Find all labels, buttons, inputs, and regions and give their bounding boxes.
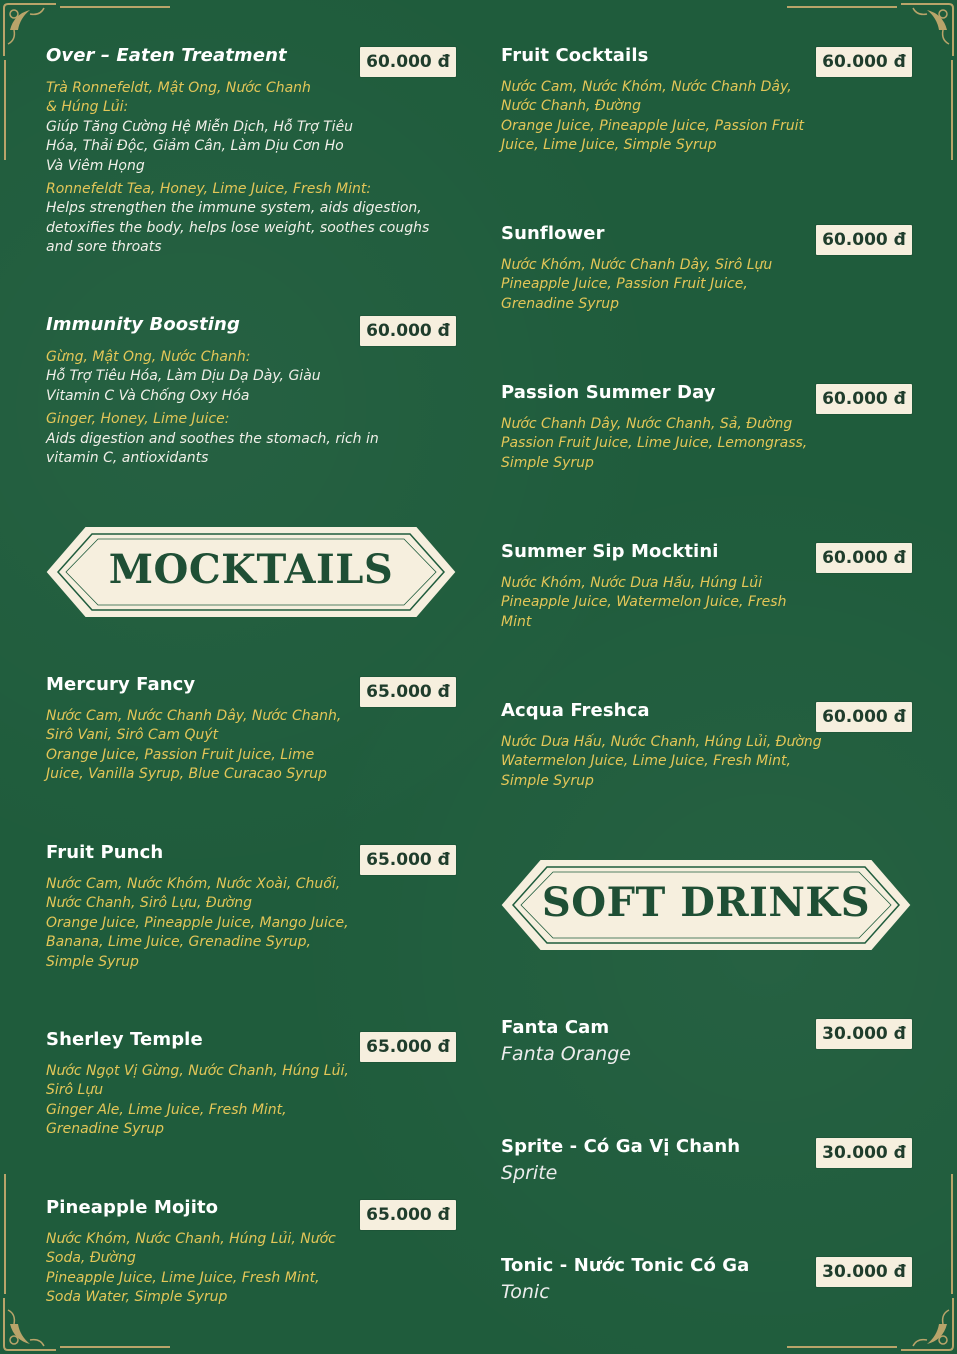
price-tag: 65.000 đ [360,845,456,875]
item-english-name: Sprite [501,1162,558,1184]
desc-line: Vitamin C Và Chống Oxy Hóa [46,387,250,404]
desc-line: Sirô Lựu [46,1082,104,1099]
border-line [4,1174,6,1294]
border-line [60,1346,170,1348]
desc-line: Passion Fruit Juice, Lime Juice, Lemongrass, [501,435,808,452]
desc-line: Orange Juice, Passion Fruit Juice, Lime [46,746,315,763]
desc-line: Juice, Lime Juice, Simple Syrup [501,137,717,154]
desc-line: Nước Cam, Nước Khóm, Nước Chanh Dây, [501,79,792,95]
item-description [501,574,786,632]
price-tag: 60.000 đ [816,225,912,255]
item-name: Sunflower [501,223,605,244]
menu-item-fruit-punch [46,842,458,982]
desc-line: and sore throats [46,239,162,256]
item-description [46,79,429,258]
desc-line: Nước Chanh, Đường [501,98,641,115]
item-description [501,415,807,473]
item-description [46,1062,349,1140]
price-tag: 65.000 đ [360,1200,456,1230]
desc-line: Soda, Đường [46,1250,136,1267]
desc-line: Simple Syrup [501,454,594,471]
desc-line: Nước Khóm, Nước Dưa Hấu, Húng Lủi [501,575,763,591]
item-description [46,875,349,972]
desc-line: Watermelon Juice, Lime Juice, Fresh Mint, [501,753,791,770]
price-tag: 60.000 đ [360,47,456,77]
menu-item-passion-summer-day [501,382,913,482]
price-tag: 60.000 đ [816,702,912,732]
desc-line: Helps strengthen the immune system, aids digestion, [46,200,422,217]
border-line [4,60,6,160]
desc-line: Gừng, Mật Ong, Nước Chanh: [46,349,251,365]
item-description [501,78,804,156]
desc-line: Juice, Vanilla Syrup, Blue Curacao Syrup [46,766,327,783]
price-tag: 65.000 đ [360,1032,456,1062]
price-tag: 60.000 đ [816,47,912,77]
price-tag: 65.000 đ [360,677,456,707]
desc-line: Trà Ronnefeldt, Mật Ong, Nước Chanh [46,80,311,96]
desc-line: Nước Chanh Dây, Nước Chanh, Sả, Đường [501,416,793,432]
item-name: Fanta Cam [501,1017,610,1038]
item-name: Mercury Fancy [46,674,196,695]
item-name: Fruit Punch [46,842,164,863]
section-banner-soft-drinks [501,859,911,951]
item-name: Tonic - Nước Tonic Có Ga [501,1255,750,1276]
desc-line: Nước Cam, Nước Khóm, Nước Xoài, Chuối, [46,876,341,892]
section-title: MOCKTAILS [108,546,394,593]
menu-item-pineapple-mojito [46,1197,458,1317]
desc-line: Grenadine Syrup [46,1121,165,1138]
item-name: Summer Sip Mocktini [501,541,719,562]
item-description [46,707,341,785]
section-title: SOFT DRINKS [541,879,871,926]
border-line [60,6,170,8]
menu-item-tonic [501,1255,913,1315]
menu-item-fanta [501,1017,913,1077]
desc-line: & Húng Lủi: [46,99,129,116]
menu-item-mercury-fancy [46,674,458,794]
item-description [46,1230,336,1308]
item-name: Pineapple Mojito [46,1197,219,1218]
desc-line: Pineapple Juice, Passion Fruit Juice, [501,276,748,293]
desc-line: vitamin C, antioxidants [46,450,209,467]
item-english-name: Tonic [501,1281,550,1303]
section-banner-mocktails [46,526,456,618]
item-description [46,348,379,468]
menu-item-sprite [501,1136,913,1196]
desc-line: Grenadine Syrup [501,295,620,312]
desc-line: Sirô Vani, Sirô Cam Quýt [46,727,219,744]
item-description [501,733,822,791]
item-english-name: Fanta Orange [501,1043,631,1065]
desc-line: Mint [501,613,532,630]
desc-line: Soda Water, Simple Syrup [46,1289,228,1306]
desc-line: Nước Cam, Nước Chanh Dây, Nước Chanh, [46,708,342,724]
menu-item-summer-sip-mocktini [501,541,913,641]
border-line [787,6,897,8]
price-tag: 30.000 đ [816,1019,912,1049]
desc-line: Orange Juice, Pineapple Juice, Passion Fruit [501,117,804,134]
border-line [951,1174,953,1294]
menu-item-immunity-boosting [46,314,458,474]
price-tag: 30.000 đ [816,1257,912,1287]
desc-line: Simple Syrup [501,772,594,789]
price-tag: 60.000 đ [816,543,912,573]
menu-item-over-eaten [46,45,458,265]
desc-line: Ronnefeldt Tea, Honey, Lime Juice, Fresh Mint: [46,181,372,198]
item-name: Immunity Boosting [46,314,240,335]
item-name: Over – Eaten Treatment [46,45,287,66]
desc-line: Simple Syrup [46,953,139,970]
desc-line: Ginger Ale, Lime Juice, Fresh Mint, [46,1101,287,1118]
desc-line: Orange Juice, Pineapple Juice, Mango Juice, [46,914,349,931]
price-tag: 30.000 đ [816,1138,912,1168]
menu-item-sunflower [501,223,913,323]
item-description [501,256,772,314]
border-line [787,1346,897,1348]
desc-line: Nước Khóm, Nước Chanh, Húng Lủi, Nước [46,1231,336,1247]
desc-line: Banana, Lime Juice, Grenadine Syrup, [46,934,312,951]
menu-item-acqua-freshca [501,700,921,800]
desc-line: Và Viêm Họng [46,157,145,174]
desc-line: Pineapple Juice, Watermelon Juice, Fresh [501,594,787,611]
item-name: Fruit Cocktails [501,45,649,66]
menu-item-fruit-cocktails [501,45,913,165]
desc-line: Nước Khóm, Nước Chanh Dây, Sirô Lựu [501,257,773,273]
item-name: Passion Summer Day [501,382,716,403]
desc-line: Nước Dưa Hấu, Nước Chanh, Húng Lủi, Đường [501,734,822,750]
price-tag: 60.000 đ [360,316,456,346]
desc-line: Pineapple Juice, Lime Juice, Fresh Mint, [46,1269,320,1286]
desc-line: Hỗ Trợ Tiêu Hóa, Làm Dịu Dạ Dày, Giàu [46,368,321,385]
desc-line: detoxifies the body, helps lose weight, soothes coughs [46,219,430,236]
item-name: Sprite - Có Ga Vị Chanh [501,1136,741,1157]
desc-line: Aids digestion and soothes the stomach, rich in [46,430,379,447]
price-tag: 60.000 đ [816,384,912,414]
menu-item-sherley-temple [46,1029,458,1149]
desc-line: Nước Ngọt Vị Gừng, Nước Chanh, Húng Lủi, [46,1063,349,1079]
border-line [951,60,953,160]
desc-line: Giúp Tăng Cường Hệ Miễn Dịch, Hỗ Trợ Tiêu [46,118,354,135]
desc-line: Ginger, Honey, Lime Juice: [46,411,230,428]
desc-line: Hóa, Thải Độc, Giảm Cân, Làm Dịu Cơn Ho [46,138,344,155]
item-name: Sherley Temple [46,1029,203,1050]
desc-line: Nước Chanh, Sirô Lựu, Đường [46,895,252,912]
item-name: Acqua Freshca [501,700,650,721]
